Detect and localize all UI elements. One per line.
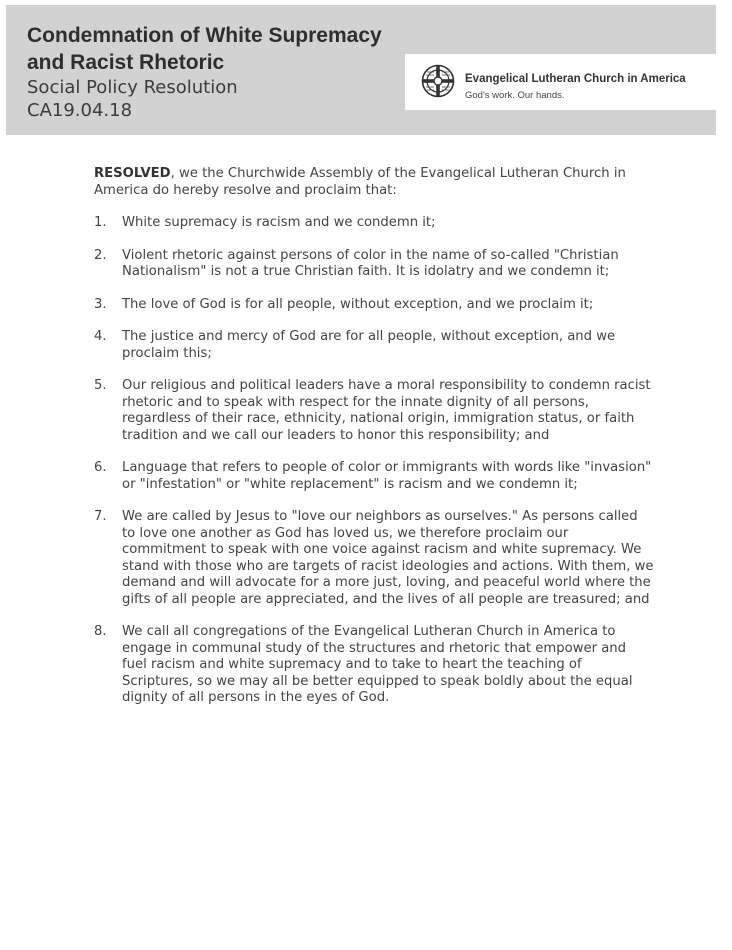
document-subtitle: Social Policy Resolution — [27, 77, 238, 98]
item-number: 3. — [94, 296, 107, 312]
item-text: Violent rhetoric against persons of color in the name of so-called "Christian Nationalism" is not a true Christian faith. It is idolatry and we condemn it; — [122, 247, 619, 279]
logo-organization-name: Evangelical Lutheran Church in America — [465, 73, 686, 85]
item-number: 2. — [94, 247, 107, 263]
resolution-item — [94, 460, 654, 493]
item-text: Our religious and political leaders have a moral responsibility to condemn racist rhetoric and to speak with respect for the innate dignity of all persons, regardless of their race, ethnicity, national origin, immigration status, or faith tradition and we call our leaders to honor this responsibility; and — [122, 378, 651, 443]
item-text: The love of God is for all people, without exception, and we proclaim it; — [122, 296, 594, 312]
resolution-item — [94, 297, 654, 314]
document-title-line-2: and Racist Rhetoric — [27, 51, 225, 74]
resolution-body — [94, 166, 654, 723]
elca-logo — [405, 54, 716, 110]
item-text: The justice and mercy of God are for all people, without exception, and we proclaim this; — [122, 329, 616, 361]
resolution-item — [94, 624, 654, 707]
resolved-intro — [94, 166, 654, 199]
item-number: 4. — [94, 329, 107, 344]
item-text: We call all congregations of the Evangelical Lutheran Church in America to engage in communal study of the structures and rhetoric that empower and fuel racism and white supremacy and to take to heart the teaching of Scriptures, so we may all be better equipped to speak boldly about the equal dignity of all persons in the eyes of God. — [122, 624, 633, 705]
item-text: White supremacy is racism and we condemn it; — [122, 215, 436, 230]
document-title-line-1: Condemnation of White Supremacy — [27, 24, 382, 47]
resolution-item — [94, 329, 654, 362]
resolved-keyword: RESOLVED — [94, 166, 171, 181]
item-number: 7. — [94, 509, 107, 524]
logo-tagline: God's work. Our hands. — [465, 90, 565, 101]
title-block — [27, 22, 407, 122]
resolution-list — [94, 215, 654, 707]
resolution-item — [94, 248, 654, 281]
resolution-item — [94, 215, 654, 232]
resolution-item — [94, 509, 654, 608]
elca-cross-emblem-icon — [421, 64, 455, 98]
item-number: 1. — [94, 215, 107, 230]
item-text: We are called by Jesus to "love our neighbors as ourselves." As persons called to love one another as God has loved us, we therefore proclaim our commitment to speak with one voice against racism and white supremacy. We stand with those who are targets of racist ideologies and actions. With them, we demand and will advocate for a more just, loving, and peaceful world where the gifts of all people are appreciated, and the lives of all people are treasured; and — [122, 509, 654, 607]
item-number: 8. — [94, 624, 107, 639]
resolution-item — [94, 378, 654, 444]
resolution-code: CA19.04.18 — [27, 100, 133, 121]
resolved-intro-text: , we the Churchwide Assembly of the Evangelical Lutheran Church in America do hereby resolve and proclaim that: — [94, 166, 626, 198]
item-text: Language that refers to people of color or immigrants with words like "invasion" or "infestation" or "white replacement" is racism and we condemn it; — [122, 460, 652, 492]
item-number: 6. — [94, 460, 107, 475]
item-number: 5. — [94, 378, 107, 393]
